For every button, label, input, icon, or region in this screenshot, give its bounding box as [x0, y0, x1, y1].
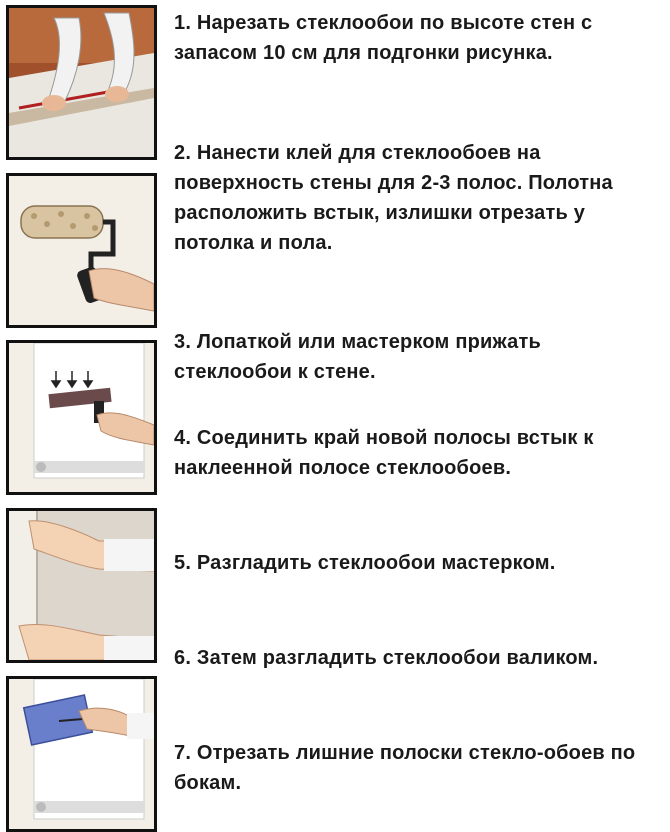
- step-1-text: 1. Нарезать стеклообои по высоте стен с запасом 10 см для подгонки рисунка.: [174, 12, 593, 64]
- step3-illustration: [6, 340, 157, 495]
- step-3-text: 3. Лопаткой или мастерком прижать стеклообои к стене.: [174, 331, 541, 383]
- paint-roller-icon: [9, 176, 154, 325]
- step-4-text: 4. Соединить край новой полосы встык к наклеенной полосе стеклообоев.: [174, 427, 594, 479]
- step-6-text: 6. Затем разгладить стеклообои валиком.: [174, 647, 599, 669]
- spatula-press-icon: [9, 343, 154, 492]
- step2-illustration: [6, 173, 157, 328]
- step4-illustration: [6, 508, 157, 663]
- step-2-text: 2. Нанести клей для стеклообоев на поверхность стены для 2-3 полос. Полотна расположить встык, излишки отрезать у потолка и пола.: [174, 142, 613, 254]
- step5-illustration: [6, 676, 157, 832]
- hands-smoothing-icon: [9, 511, 154, 660]
- step-7-text: 7. Отрезать лишние полоски стекло-обоев по бокам.: [174, 742, 636, 794]
- step1-illustration: [6, 5, 157, 160]
- step-5-text: 5. Разгладить стеклообои мастерком.: [174, 552, 556, 574]
- trowel-cutting-icon: [9, 679, 154, 829]
- cutting-wallpaper-icon: [9, 8, 154, 157]
